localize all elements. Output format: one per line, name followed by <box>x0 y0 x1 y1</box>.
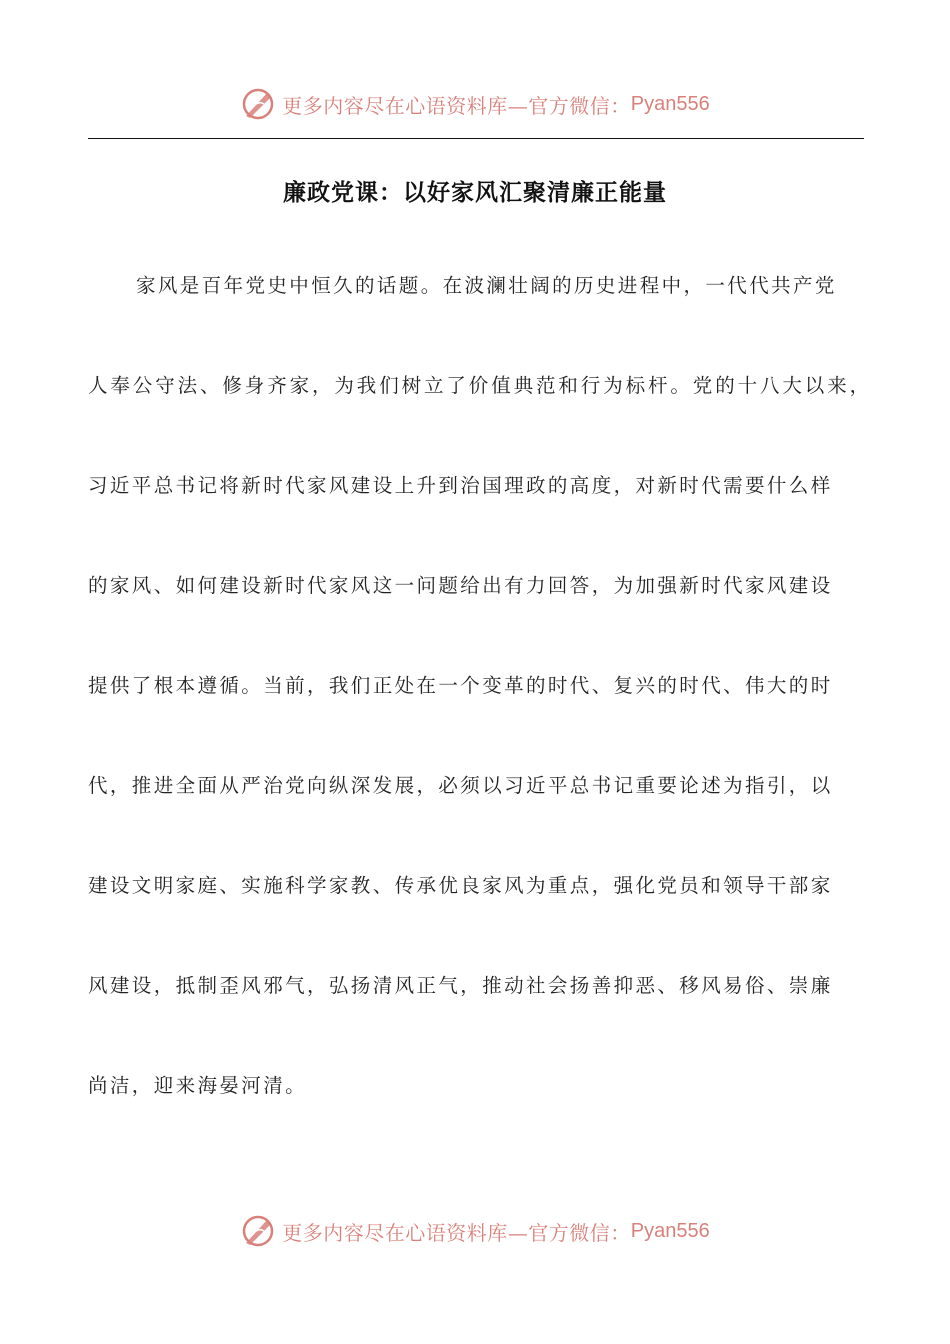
header-wechat-id: Pyan556 <box>630 92 710 115</box>
header-divider <box>88 138 864 139</box>
pen-circle-icon <box>240 1213 276 1249</box>
paragraph-line: 建设文明家庭、实施科学家教、传承优良家风为重点，强化党员和领导干部家 <box>88 874 833 897</box>
paragraph-line: 提供了根本遵循。当前，我们正处在一个变革的时代、复兴的时代、伟大的时 <box>88 674 833 697</box>
paragraph-line: 家风是百年党史中恒久的话题。在波澜壮阔的历史进程中，一代代共产党 <box>136 274 837 297</box>
paragraph-line: 代，推进全面从严治党向纵深发展，必须以习近平总书记重要论述为指引，以 <box>88 774 833 797</box>
document-title: 廉政党课：以好家风汇聚清廉正能量 <box>283 179 667 206</box>
footer-wechat-id: Pyan556 <box>630 1219 710 1242</box>
paragraph-line: 人奉公守法、修身齐家，为我们树立了价值典范和行为标杆。党的十八大以来， <box>88 374 873 397</box>
paragraph-line: 习近平总书记将新时代家风建设上升到治国理政的高度，对新时代需要什么样 <box>88 474 833 497</box>
footer-banner-text: 更多内容尽在心语资料库—官方微信： <box>282 1220 631 1245</box>
pen-circle-icon <box>240 86 276 122</box>
footer-banner <box>0 1209 950 1253</box>
paragraph-line: 的家风、如何建设新时代家风这一问题给出有力回答，为加强新时代家风建设 <box>88 574 833 597</box>
paragraph-line: 风建设，抵制歪风邪气，弘扬清风正气，推动社会扬善抑恶、移风易俗、崇廉 <box>88 974 833 997</box>
header-banner-text: 更多内容尽在心语资料库—官方微信： <box>282 93 631 118</box>
paragraph-line: 尚洁，迎来海晏河清。 <box>88 1074 308 1097</box>
header-banner <box>0 82 950 126</box>
